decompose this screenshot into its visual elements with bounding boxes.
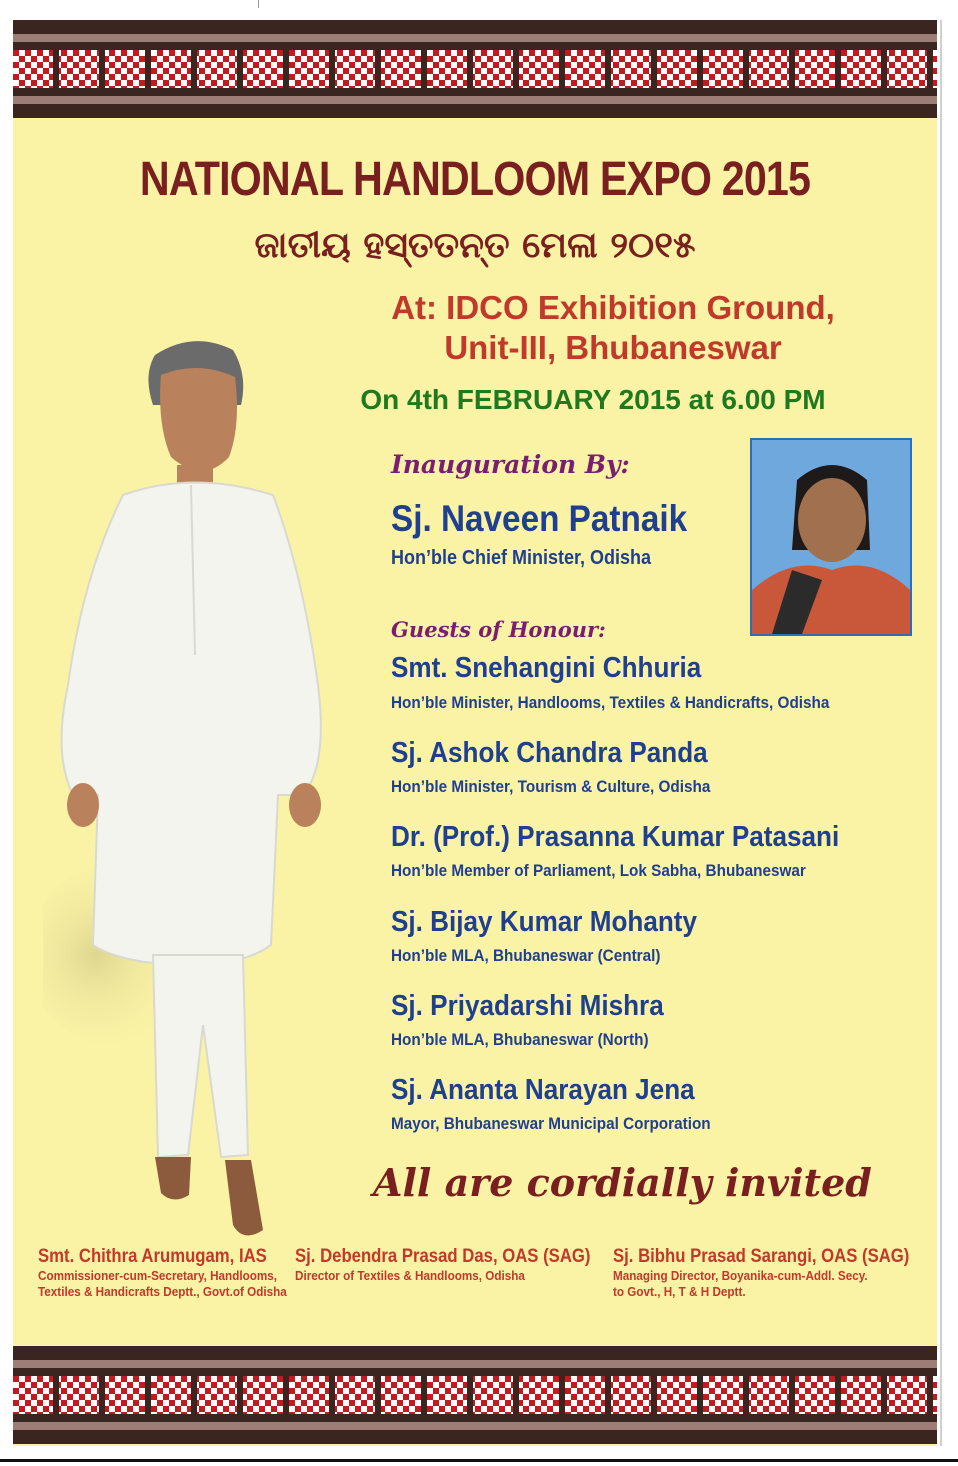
guest-designation: Hon’ble Minister, Tourism & Culture, Odisha [391,777,711,796]
guest-designation: Hon’ble MLA, Bhubaneswar (North) [391,1030,649,1049]
expo-poster [13,20,937,1446]
inauguration-label: Inauguration By: [391,450,630,479]
top-handloom-border [13,20,937,118]
guest-name: Sj. Priyadarshi Mishra [391,990,664,1022]
guest-name: Dr. (Prof.) Prasanna Kumar Patasani [391,821,840,853]
venue-line-2: Unit-III, Bhubaneswar [444,329,782,366]
ikat-pattern [13,50,937,88]
official-block [38,1246,314,1300]
page-right-edge [940,20,942,1446]
guests-label: Guests of Honour: [391,617,606,642]
chief-minister-photo [43,325,343,1285]
guest-name: Sj. Ananta Narayan Jena [391,1074,695,1106]
guest-designation: Hon’ble MLA, Bhubaneswar (Central) [391,946,661,965]
official-designation: Director of Textiles & Handlooms, Odisha [295,1268,525,1283]
official-name: Smt. Chithra Arumugam, IAS [38,1246,267,1267]
guest-designation: Hon’ble Member of Parliament, Lok Sabha, Bhubaneswar [391,861,806,880]
official-name: Sj. Debendra Prasad Das, OAS (SAG) [295,1246,591,1267]
page-bottom-line [0,1459,958,1462]
bottom-handloom-border [13,1346,937,1444]
poster-title-odia: ଜାତୀୟ ହସ୍ତତନ୍ତ ମେଳା ୨୦୧୫ [254,225,696,266]
guest-name: Sj. Ashok Chandra Panda [391,737,708,769]
guest-designation: Mayor, Bhubaneswar Municipal Corporation [391,1114,711,1133]
chief-guest-name: Sj. Naveen Patnaik [391,498,688,539]
invitation-text: All are cordially invited [373,1160,872,1205]
guest-name: Smt. Snehangini Chhuria [391,652,702,684]
official-designation: Managing Director, Boyanika-cum-Addl. Secy. [613,1268,868,1283]
poster-title: NATIONAL HANDLOOM EXPO 2015 [139,153,811,206]
page-top-line [0,0,958,8]
official-block [295,1246,631,1284]
guest-designation: Hon’ble Minister, Handlooms, Textiles & Handicrafts, Odisha [391,693,830,712]
venue-line-1: At: IDCO Exhibition Ground, [391,289,835,326]
official-block [613,1246,937,1300]
guest-name: Sj. Bijay Kumar Mohanty [391,906,698,938]
ikat-pattern [13,1376,937,1414]
official-designation: to Govt., H, T & H Deptt. [613,1284,746,1299]
event-date: On 4th FEBRUARY 2015 at 6.00 PM [360,384,826,415]
official-name: Sj. Bibhu Prasad Sarangi, OAS (SAG) [613,1246,910,1267]
official-designation: Textiles & Handicrafts Deptt., Govt.of Odisha [38,1284,287,1299]
guest-portrait-photo [750,438,912,636]
venue [313,288,913,368]
official-designation: Commissioner-cum-Secretary, Handlooms, [38,1268,278,1283]
chief-guest-designation: Hon’ble Chief Minister, Odisha [391,547,652,569]
